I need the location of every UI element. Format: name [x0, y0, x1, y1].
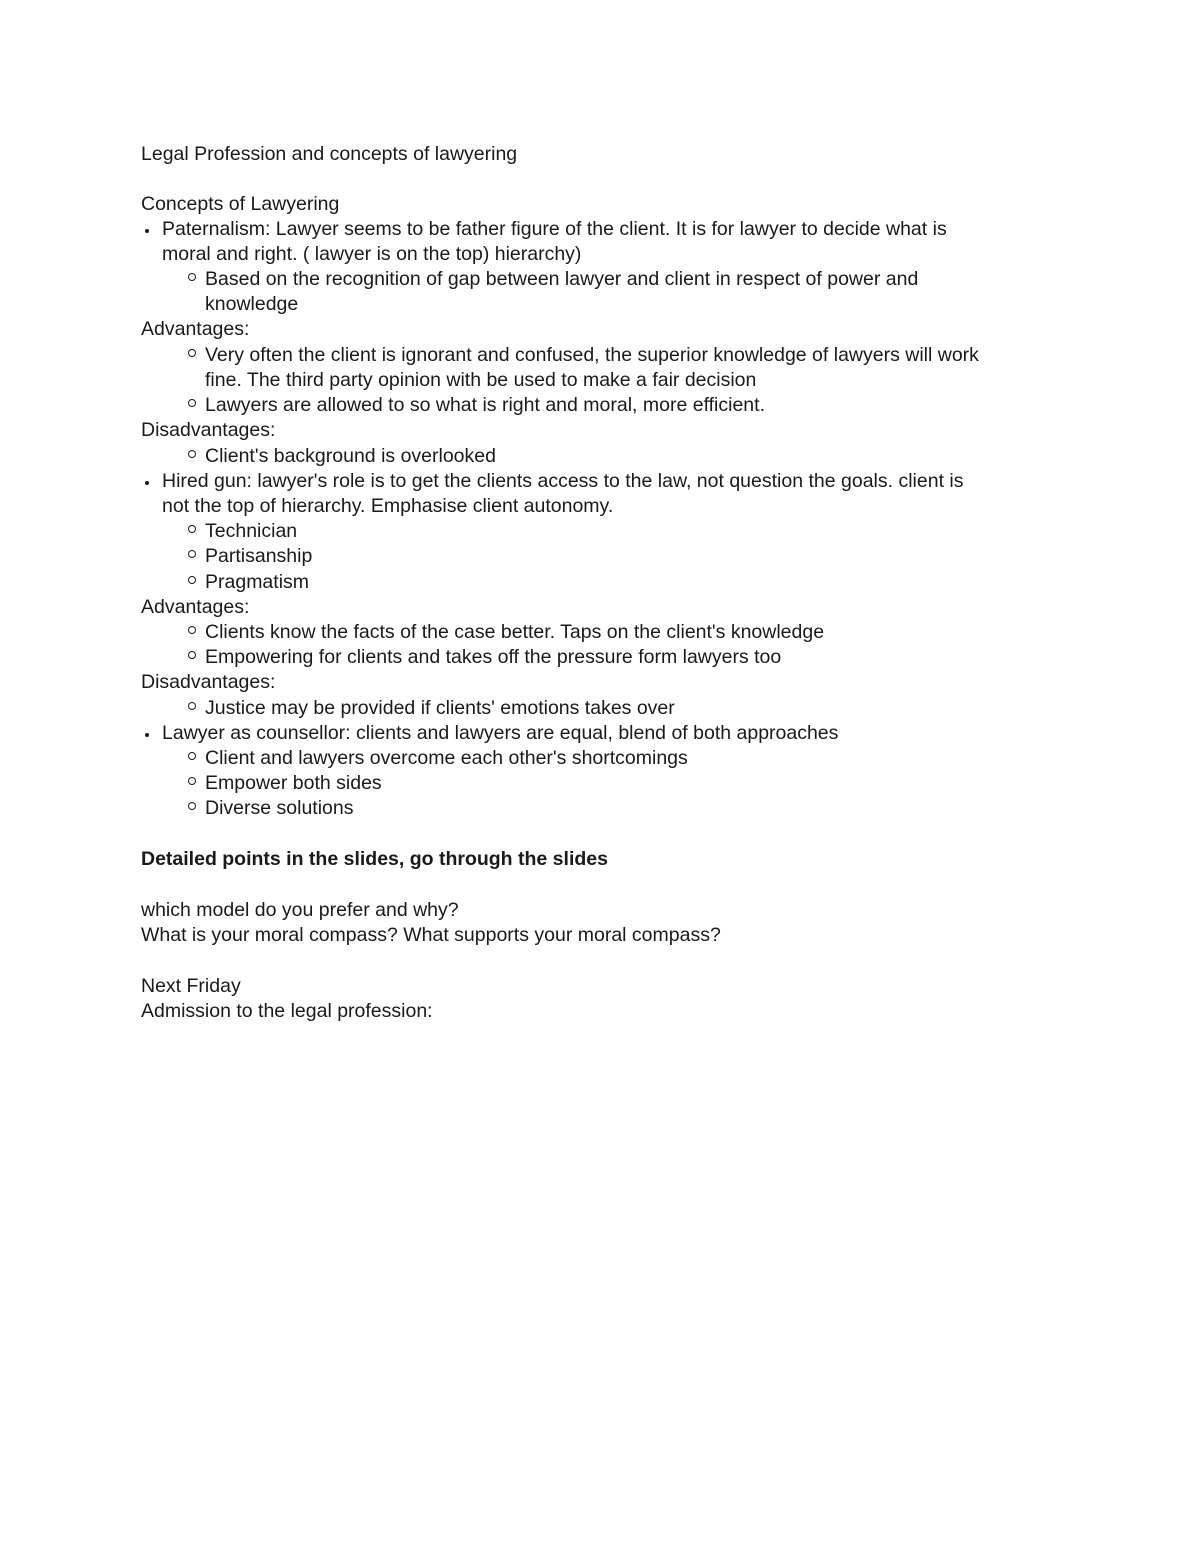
circle-bullet-icon [188, 777, 196, 785]
circle-bullet-icon [188, 626, 196, 634]
counsellor-text: Lawyer as counsellor: clients and lawyers are equal, blend of both approaches [162, 722, 839, 744]
admission-text: Admission to the legal profession: [141, 1000, 433, 1022]
disadvantage-item: Client's background is overlooked [205, 445, 496, 467]
advantage-item: Empowering for clients and takes off the pressure form lawyers too [205, 646, 782, 668]
hired-gun-sub-item: Partisanship [205, 545, 313, 567]
circle-bullet-icon [188, 525, 196, 533]
circle-bullet-icon [188, 752, 196, 760]
circle-bullet-icon [188, 651, 196, 659]
hired-gun-text: Hired gun: lawyer's role is to get the clients access to the law, not question the goals. client is [162, 470, 964, 492]
paternalism-sub-item: Based on the recognition of gap between lawyer and client in respect of power and [205, 268, 919, 290]
circle-bullet-icon [188, 399, 196, 407]
hired-gun-sub-item: Technician [205, 520, 298, 542]
paternalism-sub-item-cont: knowledge [205, 293, 299, 315]
question-text: What is your moral compass? What supports your moral compass? [141, 924, 721, 946]
section-heading: Concepts of Lawyering [141, 193, 340, 215]
circle-bullet-icon [188, 450, 196, 458]
paternalism-text: Paternalism: Lawyer seems to be father figure of the client. It is for lawyer to decide what is [162, 218, 947, 240]
disadvantages-label: Disadvantages: [141, 419, 276, 441]
question-text: which model do you prefer and why? [141, 899, 459, 921]
bullet-icon [145, 481, 149, 485]
advantage-item: Clients know the facts of the case better. Taps on the client's knowledge [205, 621, 825, 643]
disadvantage-item: Justice may be provided if clients' emotions takes over [205, 697, 675, 719]
next-friday-heading: Next Friday [141, 975, 241, 997]
advantage-item: Very often the client is ignorant and confused, the superior knowledge of lawyers will work [205, 344, 979, 366]
advantages-label: Advantages: [141, 596, 250, 618]
hired-gun-sub-item: Pragmatism [205, 571, 310, 593]
counsellor-sub-item: Empower both sides [205, 772, 382, 794]
paternalism-text-cont: moral and right. ( lawyer is on the top) hierarchy) [162, 243, 582, 265]
circle-bullet-icon [188, 273, 196, 281]
circle-bullet-icon [188, 802, 196, 810]
counsellor-sub-item: Diverse solutions [205, 797, 354, 819]
hired-gun-text-cont: not the top of hierarchy. Emphasise client autonomy. [162, 495, 614, 517]
circle-bullet-icon [188, 702, 196, 710]
bullet-icon [145, 229, 149, 233]
counsellor-sub-item: Client and lawyers overcome each other's shortcomings [205, 747, 688, 769]
circle-bullet-icon [188, 576, 196, 584]
document-title: Legal Profession and concepts of lawyering [141, 143, 518, 165]
advantages-label: Advantages: [141, 318, 250, 340]
advantage-item: Lawyers are allowed to so what is right and moral, more efficient. [205, 394, 765, 416]
disadvantages-label: Disadvantages: [141, 671, 276, 693]
circle-bullet-icon [188, 550, 196, 558]
advantage-item-cont: fine. The third party opinion with be used to make a fair decision [205, 369, 757, 391]
circle-bullet-icon [188, 349, 196, 357]
detailed-note: Detailed points in the slides, go through the slides [141, 848, 608, 870]
bullet-icon [145, 733, 149, 737]
